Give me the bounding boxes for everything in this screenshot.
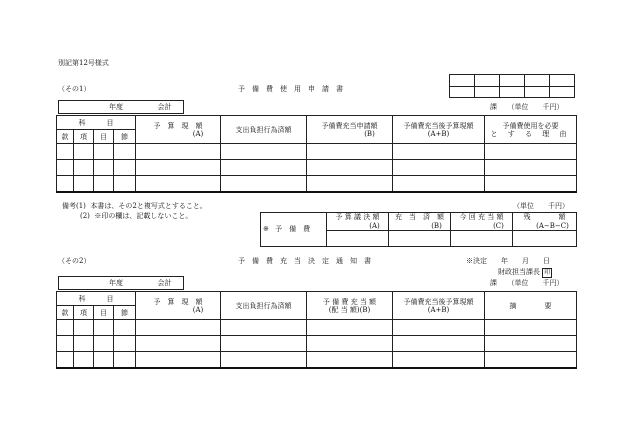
- form2-kan-header: 款: [57, 306, 74, 320]
- form2-year-label: 年度: [109, 278, 123, 287]
- summary-label: 予 備 費: [275, 225, 311, 234]
- summary-unit: （単位 千円）: [513, 202, 569, 210]
- table-row: [57, 176, 577, 192]
- decision-date: ※決定 年 月 日: [466, 257, 550, 265]
- stamp-cell[interactable]: [450, 75, 475, 87]
- form2-alloc-header: 予 備 費 充 当 額 (配 当 額)(B): [307, 292, 393, 320]
- form1-year-label: 年度: [109, 102, 123, 111]
- form1-after-header: 予備費充当後予算現額 (A+B): [393, 116, 485, 144]
- form2-section-label: （その2）: [58, 257, 91, 265]
- summary-label-cell: [261, 213, 327, 247]
- form2-kamoku-header: 科 目: [57, 292, 136, 306]
- form-number: 別記第12号様式: [58, 59, 109, 67]
- form1-reason-header: 予備費使用を必要 と す る 理 由: [485, 116, 577, 144]
- form1-main-table: [56, 115, 577, 193]
- form1-section-label: （その1）: [58, 85, 91, 93]
- form2-kou-header: 項: [74, 306, 94, 320]
- form1-budget-header: 予 算 現 額 (A): [136, 116, 221, 144]
- form2-budget-header: 予 算 現 額 (A): [136, 292, 221, 320]
- summary-col-current: 今 回 充 当 額 (C): [451, 213, 513, 231]
- form1-kamoku-header: 科 目: [57, 116, 136, 130]
- form2-remark-header: 摘 要: [485, 292, 577, 320]
- notes-label: 備考: [62, 202, 76, 210]
- reserve-summary-table: [260, 212, 577, 247]
- note-1: 本書は、その2と複写式とすること。: [90, 202, 207, 210]
- form1-kan-header: 款: [57, 130, 74, 144]
- stamp-cell[interactable]: [475, 86, 500, 98]
- stamp-cell[interactable]: [500, 86, 525, 98]
- form2-division-unit: 課 （単位 千円）: [490, 279, 564, 287]
- form1-kou-header: 項: [74, 130, 94, 144]
- form2-main-table: [56, 291, 577, 369]
- summary-col-used: 充 当 済 額 (B): [389, 213, 451, 231]
- stamp-cell[interactable]: [525, 75, 550, 87]
- form1-moku-header: 目: [94, 130, 114, 144]
- form2-moku-header: 目: [94, 306, 114, 320]
- form2-account-label: 会計: [157, 278, 172, 287]
- summary-mark: ※: [263, 225, 269, 234]
- approval-stamp-grid: [449, 74, 575, 98]
- table-row: [57, 336, 577, 352]
- chief-line: [498, 268, 552, 278]
- stamp-cell[interactable]: [525, 86, 550, 98]
- seal-icon: 印: [544, 269, 551, 276]
- form1-request-header: 予備費充当申請額 (B): [307, 116, 393, 144]
- form1-title: 予 備 費 使 用 申 請 書: [238, 85, 343, 93]
- notes-block: 備考(1) 本書は、その2と複写式とすること。: [62, 202, 207, 210]
- table-row: [57, 352, 577, 368]
- form1-account-label: 会計: [157, 102, 172, 111]
- chief-label: 財政担当課長: [498, 268, 540, 276]
- table-row: [57, 144, 577, 160]
- form2-spent-header: 支出負担行為済額: [221, 292, 307, 320]
- form2-after-header: 予備費充当後予算現額 (A+B): [393, 292, 485, 320]
- table-row: [57, 160, 577, 176]
- form1-spent-header: 支出負担行為済額: [221, 116, 307, 144]
- summary-col-approved: 予 算 議 決 額 (A): [327, 213, 389, 231]
- form2-setsu-header: 節: [114, 306, 136, 320]
- note-2-line: (2) ※印の欄は、記載しないこと。: [80, 212, 193, 220]
- stamp-cell[interactable]: [475, 75, 500, 87]
- note-2: ※印の欄は、記載しないこと。: [94, 212, 193, 220]
- table-row: [57, 320, 577, 336]
- form1-year-account-box: [58, 100, 184, 114]
- summary-col-remaining: 残 額 (A−B−C): [513, 213, 577, 231]
- stamp-cell[interactable]: [550, 86, 575, 98]
- stamp-cell[interactable]: [500, 75, 525, 87]
- stamp-cell[interactable]: [550, 75, 575, 87]
- form1-setsu-header: 節: [114, 130, 136, 144]
- stamp-cell[interactable]: [450, 86, 475, 98]
- form2-title: 予 備 費 充 当 決 定 通 知 書: [238, 257, 371, 265]
- form2-year-account-box: [58, 276, 184, 290]
- form1-division-unit: 課 （単位 千円）: [490, 103, 564, 111]
